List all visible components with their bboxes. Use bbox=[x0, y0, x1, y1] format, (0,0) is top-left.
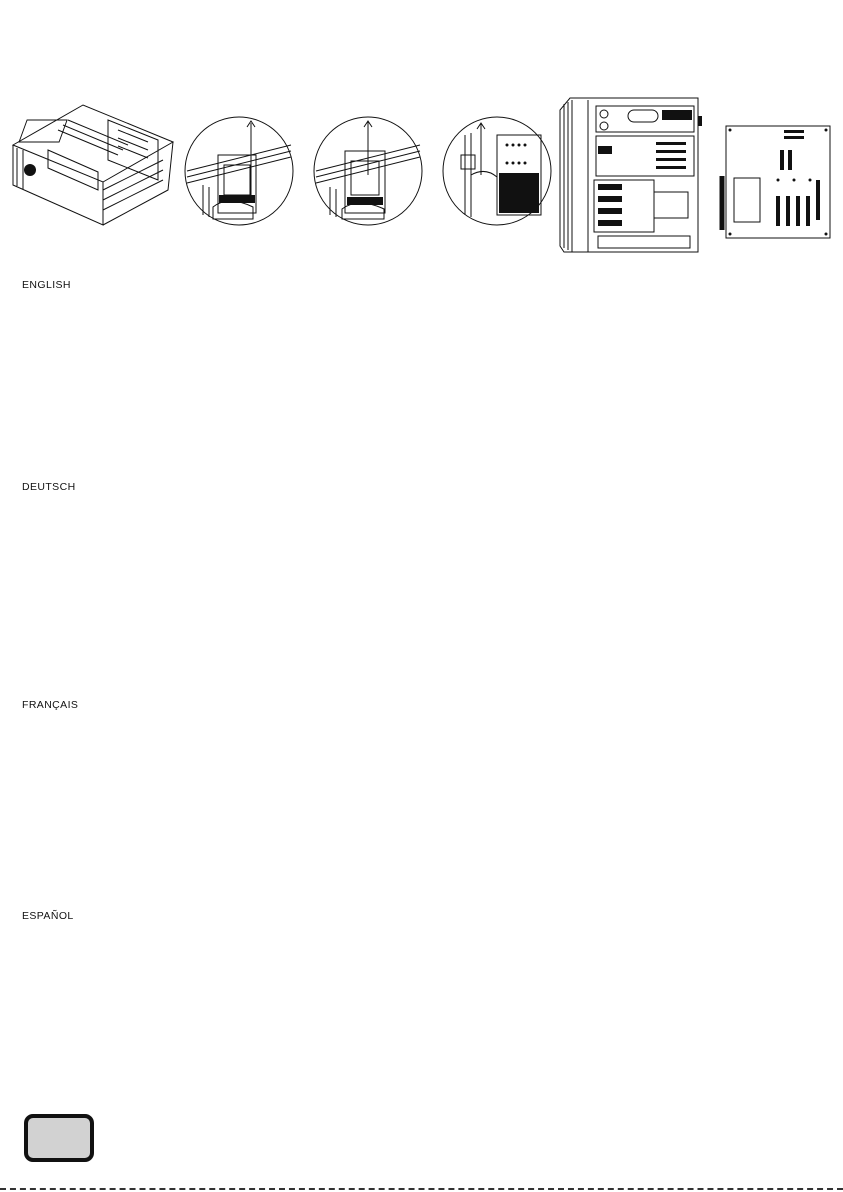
section-heading-espanol: ESPAÑOL bbox=[22, 910, 74, 922]
bay-detail-1-illustration bbox=[183, 115, 295, 227]
section-heading-english: ENGLISH bbox=[22, 279, 71, 291]
power-button-icon bbox=[24, 164, 36, 176]
illustration-strip bbox=[0, 0, 843, 270]
page-number-badge bbox=[24, 1114, 94, 1162]
motherboard-tray-illustration bbox=[714, 120, 836, 244]
section-heading-francais: FRANÇAIS bbox=[22, 699, 79, 711]
page-bottom-rule bbox=[0, 1188, 843, 1190]
section-heading-deutsch: DEUTSCH bbox=[22, 481, 76, 493]
case-overview-illustration bbox=[8, 90, 176, 235]
case-side-view-illustration bbox=[558, 96, 706, 256]
bay-detail-3-illustration bbox=[441, 115, 553, 227]
bay-detail-2-illustration bbox=[312, 115, 424, 227]
